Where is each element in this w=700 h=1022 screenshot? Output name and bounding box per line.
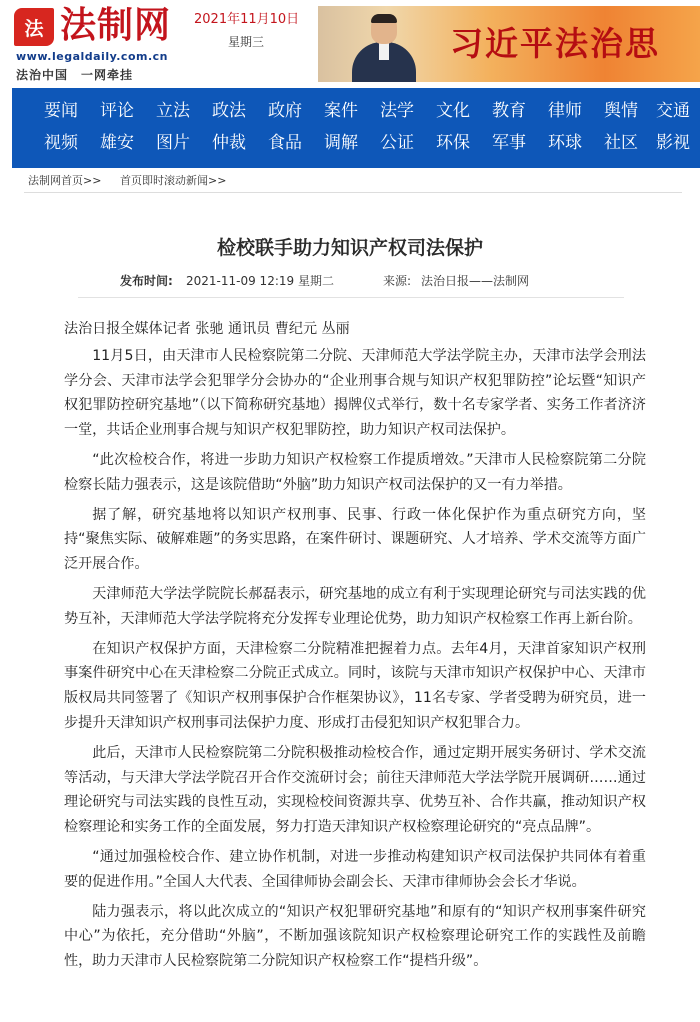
nav-item-lawyers[interactable]: 律师 <box>548 101 582 121</box>
nav-item-community[interactable]: 社区 <box>604 133 638 153</box>
article-paragraph: 在知识产权保护方面，天津检察二分院精准把握着力点。去年4月，天津首家知识产权刑事案件研究中心在天津检察二分院正式成立。同时，该院与天津市知识产权保护中心、天津市版权局共同签署了《知识产权刑事保护合作框架协议》，11名专家、学者受聘为研究员，进一步提升天津知识产权刑事司法保护力度、形成打击侵犯知识产权犯罪合力。 <box>64 640 646 731</box>
top-banner[interactable] <box>318 6 700 82</box>
current-weekday: 星期三 <box>228 35 265 49</box>
nav-item-mediation[interactable]: 调解 <box>324 133 358 153</box>
nav-item-photos[interactable]: 图片 <box>156 133 190 153</box>
article-paragraph: 11月5日，由天津市人民检察院第二分院、天津师范大学法学院主办，天津市法学会刑法学分会、天津市法学会犯罪学分会协办的“企业刑事合规与知识产权犯罪防控”论坛暨“知识产权犯罪防控研究基地”（以下简称研究基地）揭牌仪式举行，数十名专家学者、实务工作者济济一堂，共话企业刑事合规与知识产权犯罪防控，助力知识产权司法保护。 <box>64 347 646 439</box>
nav-item-xiongan[interactable]: 雄安 <box>100 133 134 153</box>
article-paragraph: 天津师范大学法学院院长郝磊表示，研究基地的成立有利于实现理论研究与司法实践的优势互补，天津师范大学法学院将充分发挥专业理论优势，助力知识产权检察工作再上新台阶。 <box>64 585 646 627</box>
nav-item-world[interactable]: 环球 <box>548 133 582 153</box>
nav-item-video[interactable]: 视频 <box>44 133 78 153</box>
current-date: 2021年11月10日 <box>194 12 300 27</box>
breadcrumb-section-link[interactable]: 首页即时滚动新闻>> <box>120 174 227 187</box>
breadcrumb-home-link[interactable]: 法制网首页>> <box>28 174 102 187</box>
publish-time: 2021-11-09 12:19 星期二 <box>186 274 334 288</box>
nav-row-secondary <box>12 126 700 162</box>
breadcrumb-divider <box>24 192 682 193</box>
source-name: 法治日报——法制网 <box>421 274 530 288</box>
article-paragraph: 据了解，研究基地将以知识产权刑事、民事、行政一体化保护作为重点研究方向，坚持“聚焦实际、破解难题”的务实思路，在案件研讨、课题研究、人才培养、学术交流等方面广泛开展合作。 <box>64 506 646 573</box>
nav-item-food[interactable]: 食品 <box>268 133 302 153</box>
site-logo-icon[interactable]: 法 <box>14 8 54 46</box>
site-logo-name[interactable]: 法制网 <box>60 4 172 46</box>
nav-item-education[interactable]: 教育 <box>492 101 526 121</box>
nav-item-cases[interactable]: 案件 <box>324 101 358 121</box>
article-paragraph: “通过加强检校合作、建立协作机制，对进一步推动构建知识产权司法保护共同体有着重要的促进作用。”全国人大代表、全国律师协会副会长、天津市律师协会会长才华说。 <box>64 848 646 890</box>
nav-row-primary <box>12 94 700 130</box>
site-slogan: 法治中国 一网牵挂 <box>16 68 134 82</box>
article-paragraph: 陆力强表示，将以此次成立的“知识产权犯罪研究基地”和原有的“知识产权刑事案件研究中心”为依托，充分借助“外脑”，不断加强该院知识产权检察理论研究工作的实践性及前瞻性，助力天津市人民检察院第二分院知识产权检察工作“提档升级”。 <box>64 903 646 970</box>
nav-item-military[interactable]: 军事 <box>492 133 526 153</box>
nav-item-culture[interactable]: 文化 <box>436 101 470 121</box>
nav-item-commentary[interactable]: 评论 <box>100 101 134 121</box>
nav-item-notary[interactable]: 公证 <box>380 133 414 153</box>
meta-divider <box>78 297 624 298</box>
site-header <box>0 0 700 88</box>
source-label: 来源: <box>383 274 412 288</box>
nav-item-legislation[interactable]: 立法 <box>156 101 190 121</box>
nav-item-environment[interactable]: 环保 <box>436 133 470 153</box>
nav-item-news[interactable]: 要闻 <box>44 101 78 121</box>
nav-item-traffic[interactable]: 交通 <box>656 101 690 121</box>
nav-item-arbitration[interactable]: 仲裁 <box>212 133 246 153</box>
article-paragraph: 此后，天津市人民检察院第二分院积极推动检校合作，通过定期开展实务研讨、学术交流等活动，与天津大学法学院召开合作交流研讨会；前往天津师范大学法学院开展调研……通过理论研究与司法实践的良性互动，实现检校间资源共享、优势互补、合作共赢，推动知识产权检察理论和实务工作的全面发展，努力打造天津知识产权检察理论研究的“亮点品牌”。 <box>64 744 646 836</box>
article-meta <box>0 272 700 292</box>
main-navigation <box>12 88 700 168</box>
article-byline: 法治日报全媒体记者 张驰 通讯员 曹纪元 丛丽 <box>64 321 350 337</box>
banner-portrait-image <box>352 14 416 82</box>
nav-item-jurisprudence[interactable]: 法学 <box>380 101 414 121</box>
breadcrumb <box>24 172 684 188</box>
nav-item-public-opinion[interactable]: 舆情 <box>604 101 638 121</box>
publish-time-label: 发布时间: <box>120 274 173 288</box>
article-paragraph: “此次检校合作，将进一步助力知识产权检察工作提质增效。”天津市人民检察院第二分院检察长陆力强表示，这是该院借助“外脑”助力知识产权司法保护的又一有力举措。 <box>64 451 646 493</box>
nav-item-government[interactable]: 政府 <box>268 101 302 121</box>
site-url: www.legaldaily.com.cn <box>16 50 169 63</box>
nav-item-film[interactable]: 影视 <box>656 133 690 153</box>
article-title: 检校联手助力知识产权司法保护 <box>216 236 483 259</box>
nav-item-politics-law[interactable]: 政法 <box>212 101 246 121</box>
article-body <box>64 317 646 979</box>
banner-headline: 习近平法治思 <box>450 24 660 63</box>
